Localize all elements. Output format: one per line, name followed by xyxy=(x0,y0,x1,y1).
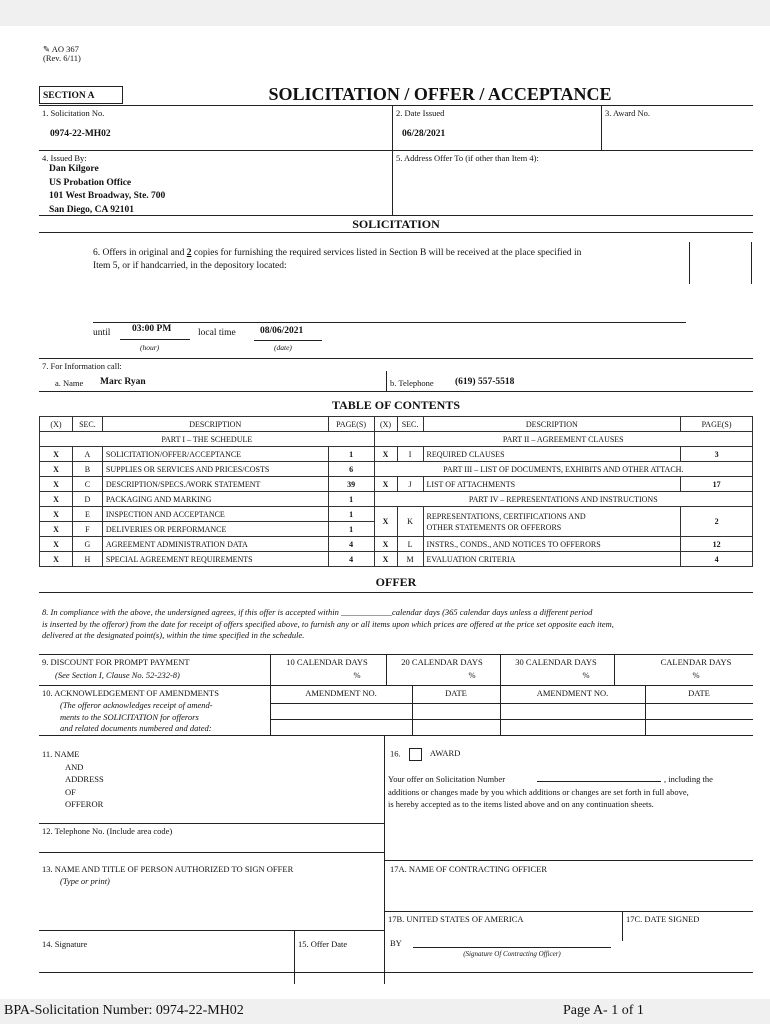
signature-co-label: (Signature Of Contracting Officer) xyxy=(463,950,561,958)
toc-row xyxy=(40,432,753,447)
discount-20: 20 CALENDAR DAYS xyxy=(401,657,483,667)
col-sec: SEC. xyxy=(72,417,102,432)
contact-name: Marc Ryan xyxy=(100,377,146,387)
col-sec: SEC. xyxy=(397,417,423,432)
copies-count: 2 xyxy=(186,248,192,258)
by-label: BY xyxy=(390,938,402,948)
address-offer-label: 5. Address Offer To (if other than Item 4): xyxy=(396,153,539,163)
item9-label: 9. DISCOUNT FOR PROMPT PAYMENT xyxy=(42,657,190,667)
deadline-hour: 03:00 PM xyxy=(132,324,172,334)
offer-heading: OFFER xyxy=(375,575,417,589)
solicitation-heading: SOLICITATION xyxy=(352,217,440,231)
date-header: DATE xyxy=(688,688,710,698)
item11-label: 11. NAME AND ADDRESS OF OFFEROR xyxy=(42,749,104,809)
item17a-label: 17A. NAME OF CONTRACTING OFFICER xyxy=(390,864,548,874)
issued-by-line: San Diego, CA 92101 xyxy=(49,204,134,215)
percent-label: % xyxy=(468,670,476,680)
date-issued: 06/28/2021 xyxy=(402,129,446,139)
amendment-no-header: AMENDMENT NO. xyxy=(536,688,609,698)
col-pages: PAGE(S) xyxy=(681,417,753,432)
item9-sub: (See Section I, Clause No. 52-232-8) xyxy=(55,670,180,680)
item16-label: 16. AWARD xyxy=(390,748,460,761)
toc-heading: TABLE OF CONTENTS xyxy=(331,398,461,412)
contact-name-label: a. Name xyxy=(55,378,84,388)
contact-telephone: (619) 557-5518 xyxy=(455,377,515,387)
discount-calendar: CALENDAR DAYS xyxy=(660,657,732,667)
telephone-label: b. Telephone xyxy=(390,378,434,388)
part-heading: PART I – THE SCHEDULE xyxy=(40,432,375,447)
item15-label: 15. Offer Date xyxy=(298,939,348,949)
solicitation-no-label: 1. Solicitation No. xyxy=(42,108,105,118)
footer-solicitation-number: BPA-Solicitation Number: 0974-22-MH02 xyxy=(4,1003,244,1018)
item14-label: 14. Signature xyxy=(42,939,88,949)
toc-header-row xyxy=(40,417,753,432)
toc-table xyxy=(39,416,753,567)
toc-row: X B SUPPLIES OR SERVICES AND PRICES/COSTS 6 PART III – LIST OF DOCUMENTS, EXHIBITS AND OTHER ATTACH. xyxy=(40,462,753,477)
item10-label: 10. ACKNOWLEDGEMENT OF AMENDMENTS xyxy=(42,688,219,698)
item13-label: 13. NAME AND TITLE OF PERSON AUTHORIZED TO SIGN OFFER xyxy=(42,864,294,874)
date-label: (date) xyxy=(274,343,292,352)
info-call-label: 7. For Information call: xyxy=(42,361,122,371)
award-checkbox[interactable] xyxy=(409,748,422,761)
form-title: SOLICITATION / OFFER / ACCEPTANCE xyxy=(268,84,612,104)
item17b-label: 17B. UNITED STATES OF AMERICA xyxy=(388,914,524,924)
amendment-no-header: AMENDMENT NO. xyxy=(305,688,377,698)
award-label: AWARD xyxy=(429,748,461,759)
toc-row: X H SPECIAL AGREEMENT REQUIREMENTS 4 X M EVALUATION CRITERIA 4 xyxy=(40,552,753,567)
part-heading: PART III – LIST OF DOCUMENTS, EXHIBITS AND OTHER ATTACH. xyxy=(374,462,752,477)
issued-by-line: 101 West Broadway, Ste. 700 xyxy=(49,191,166,201)
award-solicitation-number-field[interactable] xyxy=(537,772,661,782)
discount-10: 10 CALENDAR DAYS xyxy=(286,657,368,667)
issued-by-line: US Probation Office xyxy=(49,177,132,188)
item10-sub: (The offeror acknowledges receipt of amend- ments to the SOLICITATION for offerors and related documents numbered and dated: xyxy=(60,700,213,733)
col-x: (X) xyxy=(40,417,73,432)
contracting-officer-signature-line xyxy=(413,947,611,948)
toc-row: X D PACKAGING AND MARKING 1 PART IV – REPRESENTATIONS AND INSTRUCTIONS xyxy=(40,492,753,507)
toc-row: X F DELIVERIES OR PERFORMANCE 1 xyxy=(40,522,753,537)
item8-text: 8. In compliance with the above, the undersigned agrees, if this offer is accepted within ____________calendar days (365 calendar days unless a different period is inserted by the offeror) from the date for receipt of offers specified above, to furnish any or all items upon which prices are offered at the price set opposite each item, delivered at the designated point(s), within the time specified in the schedule. xyxy=(42,607,614,640)
col-x: (X) xyxy=(374,417,397,432)
award-no-label: 3. Award No. xyxy=(605,108,651,118)
issued-by-label: 4. Issued By: xyxy=(42,153,87,163)
form-code-text: AO 367 xyxy=(51,44,79,54)
toc-row: X A SOLICITATION/OFFER/ACCEPTANCE 1 X I REQUIRED CLAUSES 3 xyxy=(40,447,753,462)
item6-text: 6. Offers in original and 2 copies for furnishing the required services listed in Section B will be received at the place specified in Item 5, or if handcarried, in the depository located: xyxy=(93,248,582,271)
part-heading: PART II – AGREEMENT CLAUSES xyxy=(374,432,752,447)
toc-row: X G AGREEMENT ADMINISTRATION DATA 4 X L INSTRS., CONDS., AND NOTICES TO OFFERORS 12 xyxy=(40,537,753,552)
solicitation-no: 0974-22-MH02 xyxy=(50,129,111,139)
hour-label: (hour) xyxy=(140,343,160,352)
col-pages: PAGE(S) xyxy=(328,417,374,432)
footer-page-number: Page A- 1 of 1 xyxy=(563,1003,644,1018)
issued-by xyxy=(49,163,165,217)
deadline-date: 08/06/2021 xyxy=(260,326,304,336)
issued-by-line: Dan Kilgore xyxy=(49,164,99,174)
pencil-icon: ✎ xyxy=(43,44,51,54)
form-rev: (Rev. 6/11) xyxy=(43,53,81,63)
date-header: DATE xyxy=(445,688,467,698)
local-time-label: local time xyxy=(198,328,236,338)
percent-label: % xyxy=(692,670,700,680)
item17c-label: 17C. DATE SIGNED xyxy=(626,914,700,924)
section-label: SECTION A xyxy=(39,86,123,104)
form-page xyxy=(0,26,770,999)
award-text: Your offer on Solicitation Number , including the additions or changes made by you which additions or changes are set forth in full above, is hereby accepted as to the items listed above and on any continuation sheets. xyxy=(388,774,713,809)
percent-label: % xyxy=(353,670,361,680)
col-desc: DESCRIPTION xyxy=(423,417,681,432)
toc-row: X C DESCRIPTION/SPECS./WORK STATEMENT 39 X J LIST OF ATTACHMENTS 17 xyxy=(40,477,753,492)
page-footer xyxy=(0,999,770,1024)
col-desc: DESCRIPTION xyxy=(102,417,328,432)
date-issued-label: 2. Date Issued xyxy=(396,108,445,118)
until-label: until xyxy=(93,328,111,338)
part-heading: PART IV – REPRESENTATIONS AND INSTRUCTIONS xyxy=(374,492,752,507)
discount-30: 30 CALENDAR DAYS xyxy=(515,657,597,667)
percent-label: % xyxy=(582,670,590,680)
toc-row: X E INSPECTION AND ACCEPTANCE 1 X K REPRESENTATIONS, CERTIFICATIONS AND OTHER STATEMENTS OR OFFERORS 2 xyxy=(40,507,753,522)
item12-label: 12. Telephone No. (Include area code) xyxy=(42,826,173,836)
item13-sub: (Type or print) xyxy=(60,876,110,886)
